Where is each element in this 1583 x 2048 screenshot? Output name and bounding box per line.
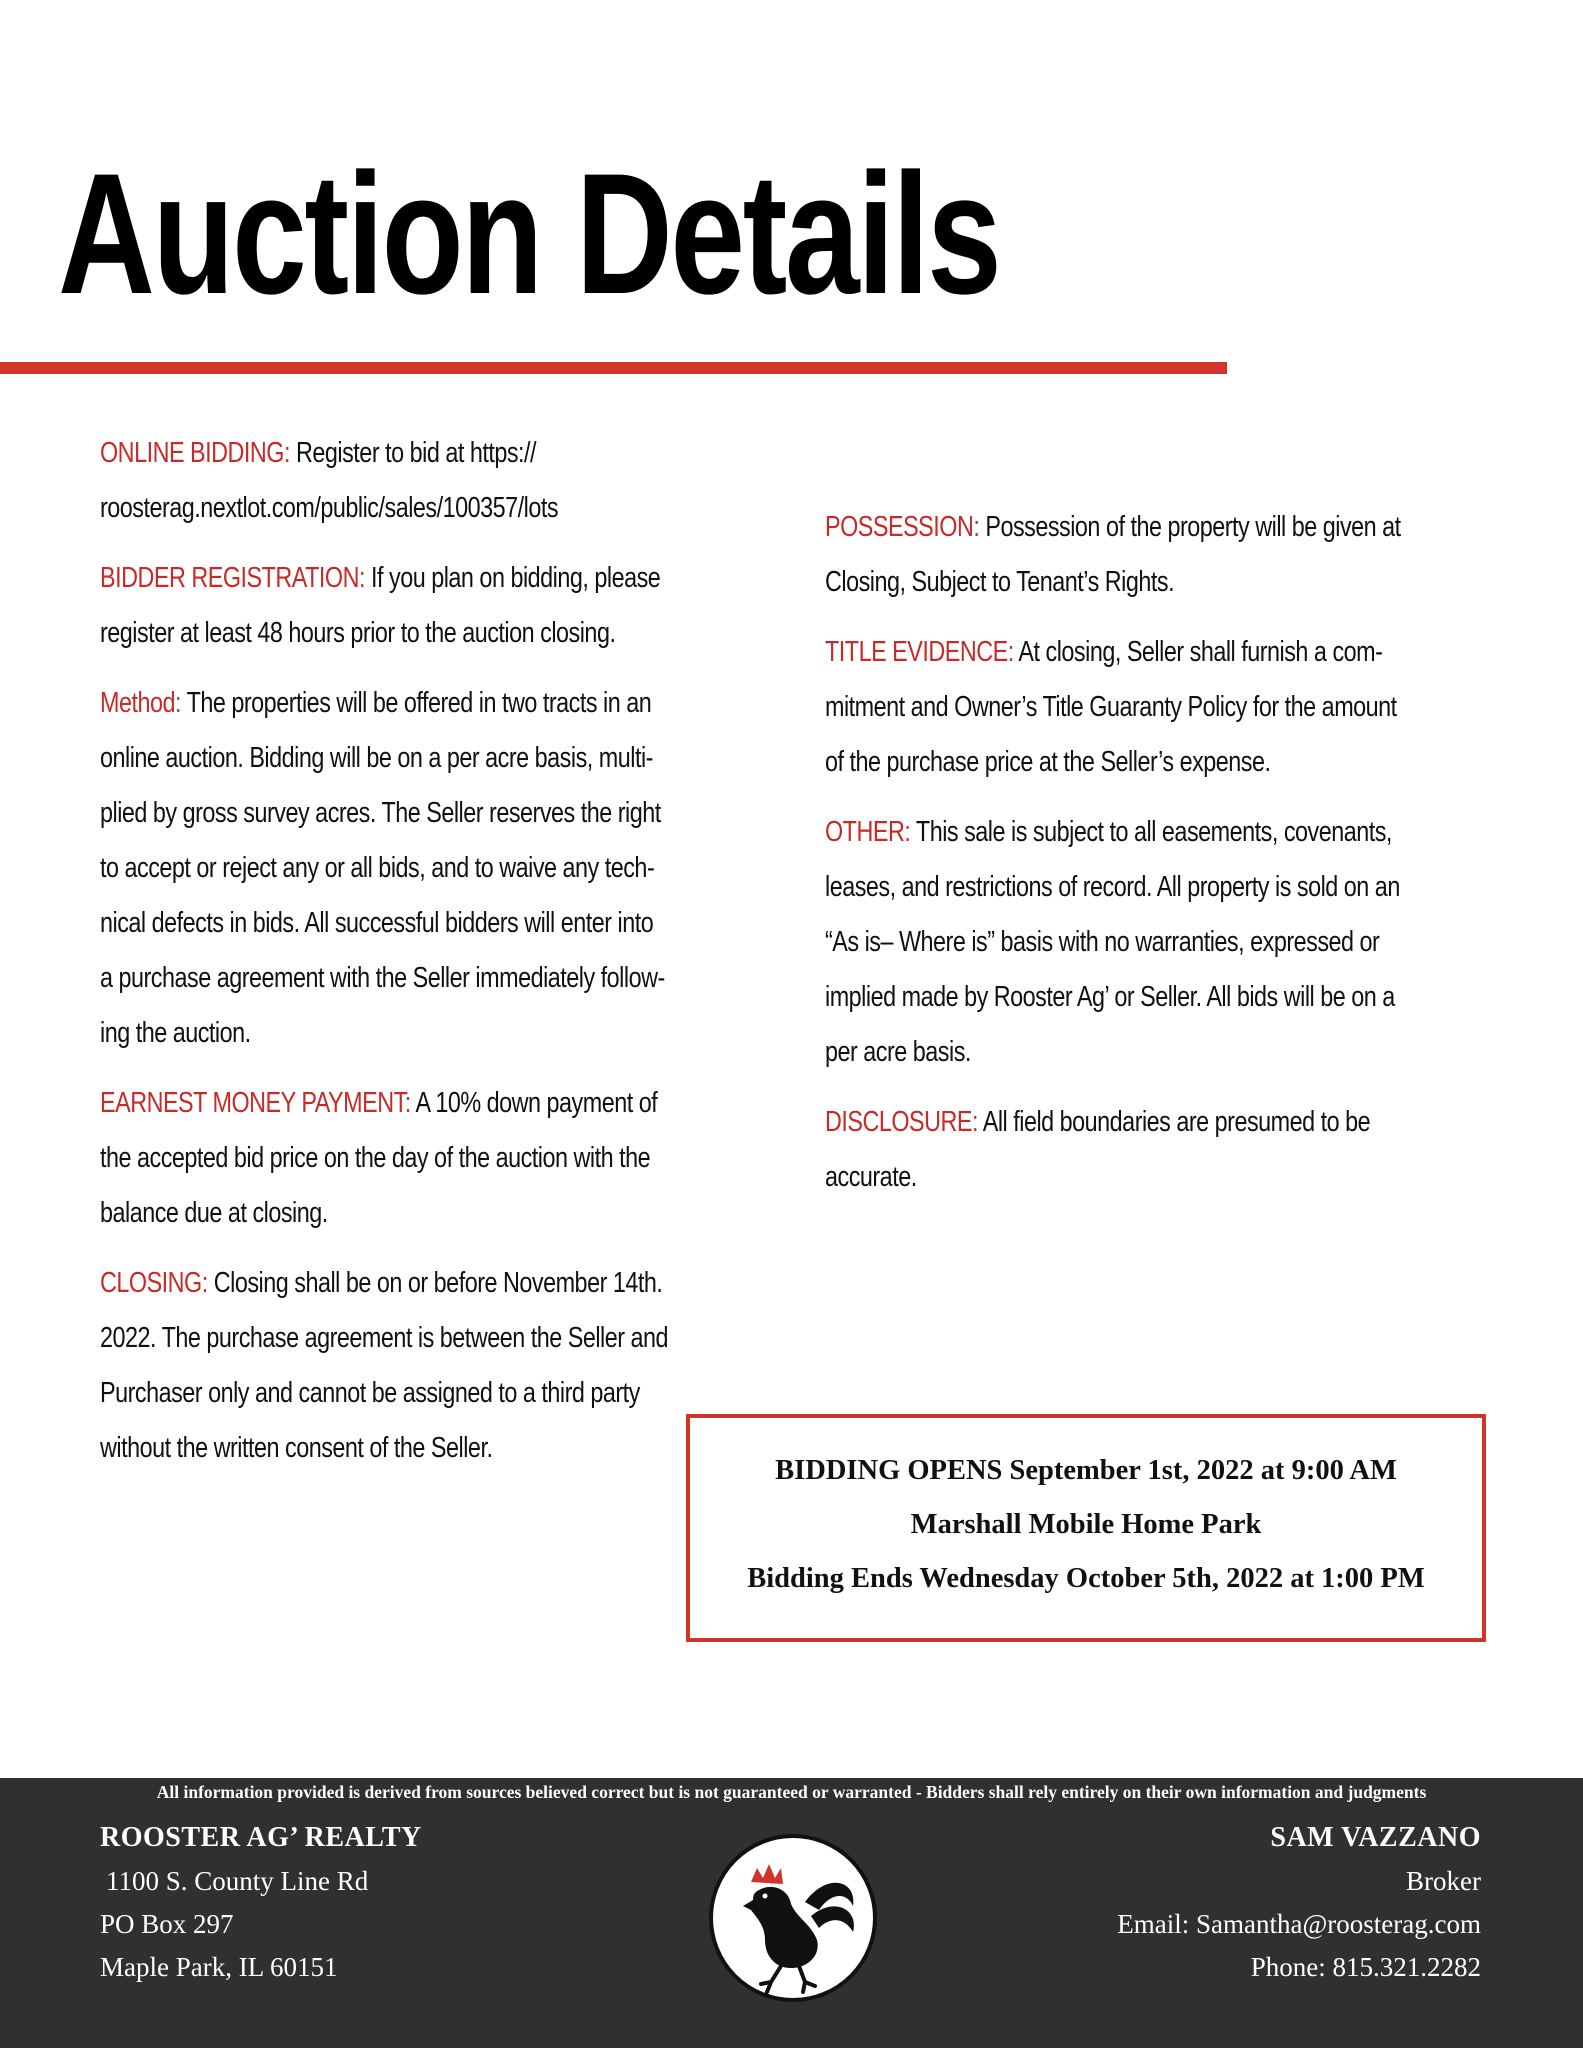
section-text: Closing shall be on or before November 14th.	[213, 1267, 663, 1299]
section-text: of the purchase price at the Seller’s expense.	[825, 746, 1271, 778]
section-text: This sale is subject to all easements, covenants,	[915, 816, 1392, 848]
bidding-opens: BIDDING OPENS September 1st, 2022 at 9:00 AM	[775, 1455, 1397, 1486]
company-address-line2: PO Box 297	[100, 1909, 234, 1939]
section-text: to accept or reject any or all bids, and to waive any tech-	[100, 852, 655, 884]
section-label: ONLINE BIDDING:	[100, 437, 291, 469]
section-text: Register to bid at https://	[296, 437, 537, 469]
section-text: plied by gross survey acres. The Seller reserves the right	[100, 797, 661, 829]
broker-email[interactable]: Email: Samantha@roosterag.com	[1117, 1909, 1481, 1939]
section-text: online auction. Bidding will be on a per acre basis, multi-	[100, 742, 653, 774]
footer	[0, 1778, 1583, 2048]
section-text: the accepted bid price on the day of the auction with the	[100, 1142, 651, 1174]
section-label: DISCLOSURE:	[825, 1106, 979, 1138]
section-text: per acre basis.	[825, 1036, 971, 1068]
rooster-logo-icon	[707, 1832, 879, 2004]
section-text: A 10% down payment of	[415, 1087, 658, 1119]
section-title-evidence	[825, 625, 1515, 790]
section-text: 2022. The purchase agreement is between the Seller and	[100, 1322, 669, 1354]
section-text: “As is– Where is” basis with no warranties, expressed or	[825, 926, 1380, 958]
company-city: Maple Park, IL 60151	[100, 1952, 338, 1982]
footer-disclaimer: All information provided is derived from sources believed correct but is not guaranteed or warranted - Bidders shall rely entirely on their own information and judgments	[156, 1782, 1427, 1802]
section-text: nical defects in bids. All successful bidders will enter into	[100, 907, 654, 939]
section-text: Possession of the property will be given at	[985, 511, 1401, 543]
section-disclosure	[825, 1095, 1515, 1205]
bidding-ends: Bidding Ends Wednesday October 5th, 2022 at 1:00 PM	[747, 1563, 1425, 1594]
company-info	[100, 1816, 422, 1989]
section-text: balance due at closing.	[100, 1197, 328, 1229]
section-text: If you plan on bidding, please	[371, 562, 661, 594]
section-earnest-money	[100, 1076, 800, 1241]
section-text: Closing, Subject to Tenant’s Rights.	[825, 566, 1175, 598]
section-text: implied made by Rooster Ag’ or Seller. All bids will be on a	[825, 981, 1395, 1013]
section-text: At closing, Seller shall furnish a com-	[1018, 636, 1383, 668]
company-name: ROOSTER AG’ REALTY	[100, 1822, 422, 1853]
section-text: All field boundaries are presumed to be	[982, 1106, 1371, 1138]
section-method	[100, 676, 800, 1061]
left-column	[100, 426, 800, 1491]
section-text: The properties will be offered in two tracts in an	[186, 687, 652, 719]
section-label: EARNEST MONEY PAYMENT:	[100, 1087, 411, 1119]
section-text: Purchaser only and cannot be assigned to a third party	[100, 1377, 640, 1409]
section-label: CLOSING:	[100, 1267, 208, 1299]
section-label: BIDDER REGISTRATION:	[100, 562, 366, 594]
section-text: without the written consent of the Seller.	[100, 1432, 493, 1464]
title-underline	[0, 362, 1227, 374]
section-text: roosterag.nextlot.com/public/sales/100357/lots	[100, 492, 559, 524]
section-possession	[825, 500, 1515, 610]
auction-location: Marshall Mobile Home Park	[910, 1509, 1262, 1540]
broker-info	[1117, 1816, 1481, 1989]
broker-name: SAM VAZZANO	[1270, 1822, 1481, 1853]
section-label: Method:	[100, 687, 182, 719]
right-column	[825, 500, 1515, 1220]
section-other	[825, 805, 1515, 1080]
section-text: a purchase agreement with the Seller immediately follow-	[100, 962, 665, 994]
bidding-dates-box	[686, 1414, 1486, 1642]
page-title: Auction Details	[58, 138, 1000, 330]
broker-phone[interactable]: Phone: 815.321.2282	[1250, 1952, 1481, 1982]
section-text: accurate.	[825, 1161, 917, 1193]
section-text: mitment and Owner’s Title Guaranty Policy for the amount	[825, 691, 1397, 723]
section-online-bidding	[100, 426, 800, 536]
broker-role: Broker	[1406, 1866, 1481, 1896]
section-label: OTHER:	[825, 816, 911, 848]
section-bidder-registration	[100, 551, 800, 661]
section-text: ing the auction.	[100, 1017, 251, 1049]
section-label: TITLE EVIDENCE:	[825, 636, 1014, 668]
company-address-line1: 1100 S. County Line Rd	[106, 1866, 369, 1896]
section-text: register at least 48 hours prior to the auction closing.	[100, 617, 616, 649]
section-text: leases, and restrictions of record. All property is sold on an	[825, 871, 1400, 903]
section-label: POSSESSION:	[825, 511, 980, 543]
